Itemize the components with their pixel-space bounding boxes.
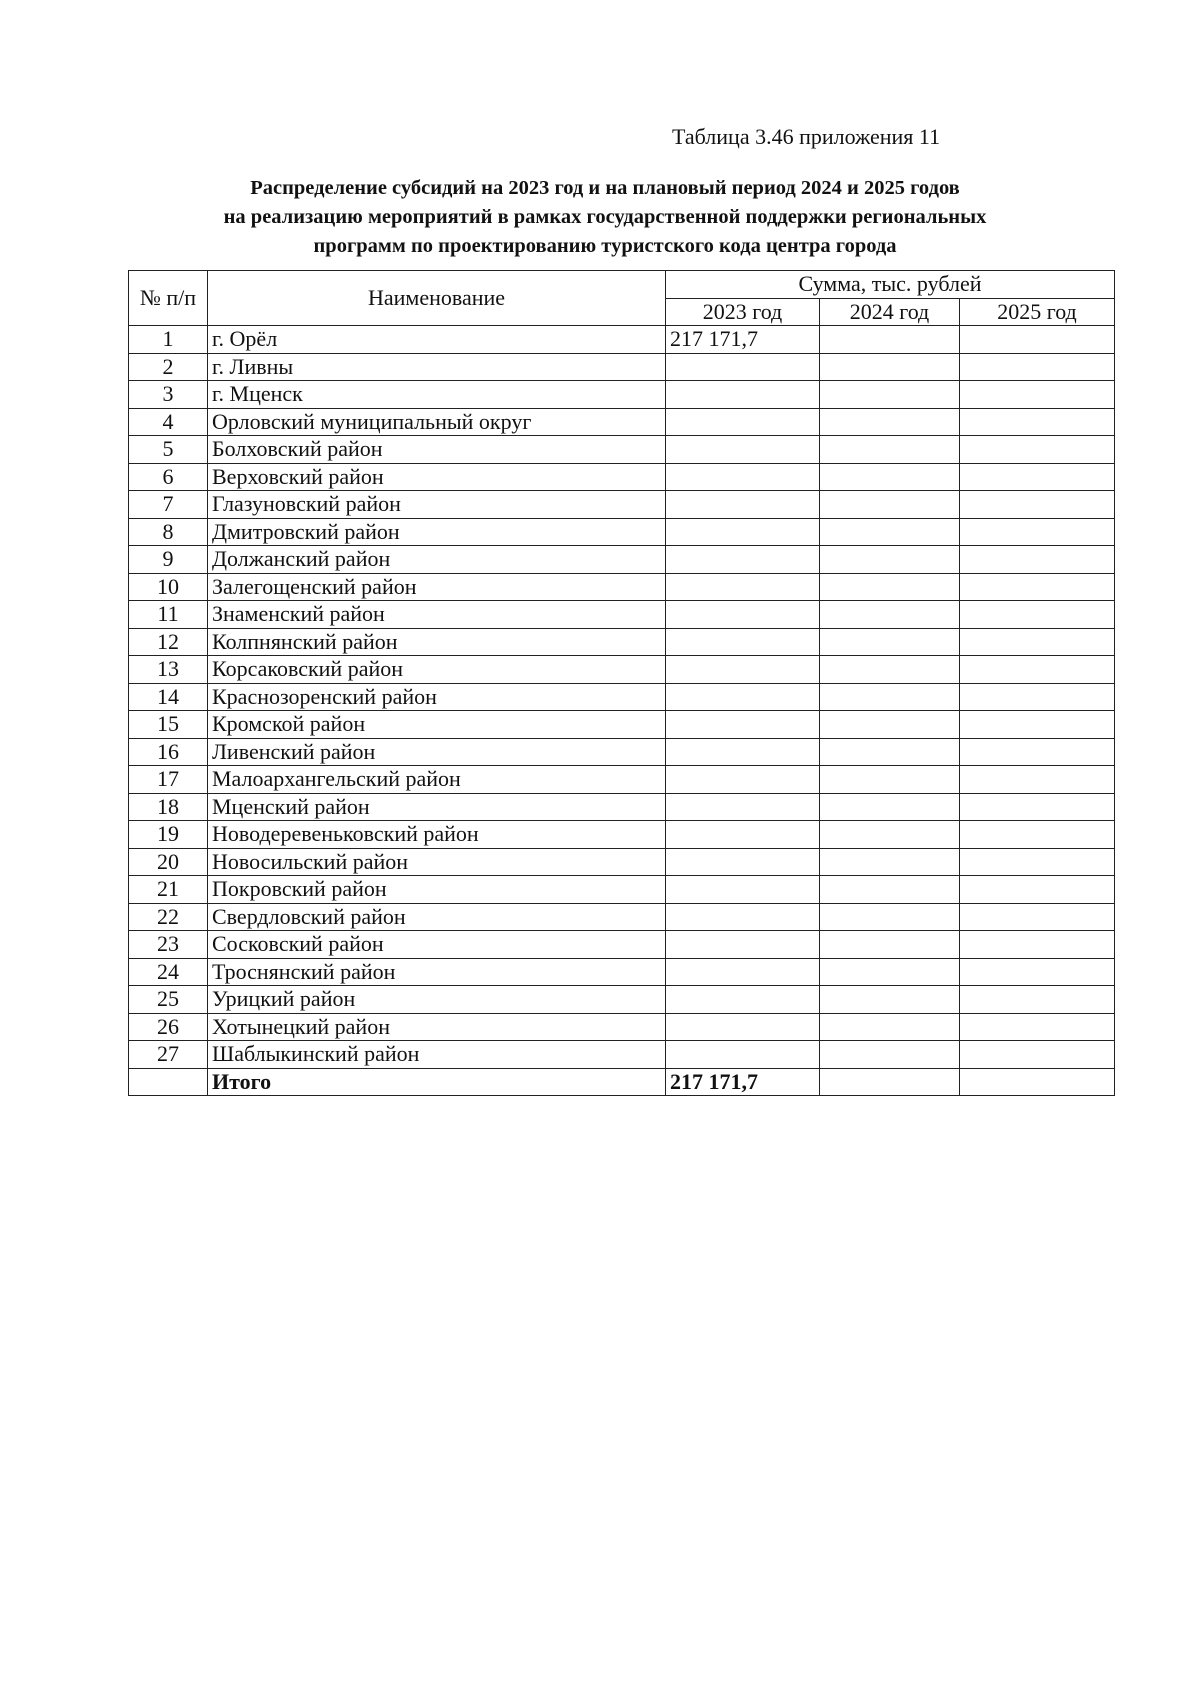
row-number: 19 (129, 821, 208, 849)
table-row (129, 821, 1115, 849)
row-value-2024 (820, 793, 960, 821)
row-value-2023 (666, 353, 820, 381)
row-name: Залегощенский район (208, 573, 666, 601)
table-row (129, 628, 1115, 656)
table-row (129, 656, 1115, 684)
table-row (129, 326, 1115, 354)
header-num: № п/п (129, 271, 208, 326)
row-value-2024 (820, 986, 960, 1014)
row-value-2023 (666, 381, 820, 409)
row-number: 2 (129, 353, 208, 381)
row-value-2023 (666, 848, 820, 876)
table-row (129, 408, 1115, 436)
row-value-2023 (666, 738, 820, 766)
header-year-2025: 2025 год (960, 298, 1115, 326)
title-line-1: Распределение субсидий на 2023 год и на плановый период 2024 и 2025 годов (250, 177, 960, 199)
row-name: Кромской район (208, 711, 666, 739)
row-value-2025 (960, 381, 1115, 409)
row-name: г. Мценск (208, 381, 666, 409)
row-value-2024 (820, 436, 960, 464)
row-value-2025 (960, 986, 1115, 1014)
table-row (129, 711, 1115, 739)
row-number: 15 (129, 711, 208, 739)
row-name: Дмитровский район (208, 518, 666, 546)
header-year-2023: 2023 год (666, 298, 820, 326)
row-value-2023 (666, 573, 820, 601)
row-value-2024 (820, 628, 960, 656)
row-value-2023 (666, 1041, 820, 1069)
row-value-2024 (820, 381, 960, 409)
row-value-2024 (820, 656, 960, 684)
table-row (129, 436, 1115, 464)
row-name: Краснозоренский район (208, 683, 666, 711)
row-value-2025 (960, 1013, 1115, 1041)
title-line-3: программ по проектированию туристского кода центра города (313, 235, 897, 257)
row-name: Болховский район (208, 436, 666, 464)
row-value-2023 (666, 546, 820, 574)
table-row (129, 1041, 1115, 1069)
row-number: 24 (129, 958, 208, 986)
row-value-2024 (820, 573, 960, 601)
row-name: Новосильский район (208, 848, 666, 876)
row-number: 7 (129, 491, 208, 519)
row-value-2025 (960, 876, 1115, 904)
row-value-2023 (666, 821, 820, 849)
table-row (129, 463, 1115, 491)
row-value-2025 (960, 1041, 1115, 1069)
table-row (129, 546, 1115, 574)
row-value-2025 (960, 683, 1115, 711)
row-value-2024 (820, 711, 960, 739)
row-value-2025 (960, 958, 1115, 986)
total-value-2023: 217 171,7 (666, 1068, 820, 1096)
row-value-2025 (960, 766, 1115, 794)
row-value-2023 (666, 986, 820, 1014)
row-value-2023 (666, 408, 820, 436)
row-value-2023 (666, 931, 820, 959)
row-number: 5 (129, 436, 208, 464)
row-name: Шаблыкинский район (208, 1041, 666, 1069)
row-value-2025 (960, 491, 1115, 519)
row-name: Знаменский район (208, 601, 666, 629)
row-value-2024 (820, 1041, 960, 1069)
row-value-2025 (960, 463, 1115, 491)
row-value-2024 (820, 518, 960, 546)
row-name: Сосковский район (208, 931, 666, 959)
row-number: 23 (129, 931, 208, 959)
row-value-2024 (820, 958, 960, 986)
table-row (129, 903, 1115, 931)
table-row (129, 518, 1115, 546)
row-value-2023 (666, 463, 820, 491)
row-number: 10 (129, 573, 208, 601)
row-value-2023 (666, 683, 820, 711)
row-number: 14 (129, 683, 208, 711)
row-value-2024 (820, 683, 960, 711)
table-row (129, 683, 1115, 711)
row-value-2023 (666, 958, 820, 986)
header-year-2024: 2024 год (820, 298, 960, 326)
row-value-2023 (666, 876, 820, 904)
row-value-2025 (960, 903, 1115, 931)
row-name: Свердловский район (208, 903, 666, 931)
table-reference: Таблица 3.46 приложения 11 (672, 124, 941, 149)
row-number: 21 (129, 876, 208, 904)
table-row (129, 958, 1115, 986)
row-value-2024 (820, 601, 960, 629)
row-number: 26 (129, 1013, 208, 1041)
row-value-2023 (666, 518, 820, 546)
row-name: Должанский район (208, 546, 666, 574)
row-value-2023 (666, 656, 820, 684)
row-name: Троснянский район (208, 958, 666, 986)
row-value-2023 (666, 628, 820, 656)
row-value-2024 (820, 903, 960, 931)
row-value-2024 (820, 491, 960, 519)
row-number: 4 (129, 408, 208, 436)
row-value-2025 (960, 738, 1115, 766)
row-number: 27 (129, 1041, 208, 1069)
row-value-2024 (820, 326, 960, 354)
header-name: Наименование (208, 271, 666, 326)
row-value-2024 (820, 353, 960, 381)
row-name: Ливенский район (208, 738, 666, 766)
row-number: 17 (129, 766, 208, 794)
row-value-2024 (820, 1013, 960, 1041)
row-number: 8 (129, 518, 208, 546)
row-value-2024 (820, 821, 960, 849)
row-value-2023 (666, 766, 820, 794)
row-value-2023 (666, 1013, 820, 1041)
row-number: 9 (129, 546, 208, 574)
row-number: 13 (129, 656, 208, 684)
table-row (129, 986, 1115, 1014)
row-value-2023: 217 171,7 (666, 326, 820, 354)
row-name: Покровский район (208, 876, 666, 904)
row-value-2023 (666, 601, 820, 629)
title-line-2: на реализацию мероприятий в рамках государственной поддержки региональных (223, 206, 987, 228)
table-row (129, 876, 1115, 904)
row-value-2023 (666, 436, 820, 464)
table-row (129, 1013, 1115, 1041)
row-name: г. Ливны (208, 353, 666, 381)
row-value-2024 (820, 408, 960, 436)
row-number: 3 (129, 381, 208, 409)
row-value-2024 (820, 738, 960, 766)
row-value-2024 (820, 848, 960, 876)
row-value-2025 (960, 601, 1115, 629)
row-name: Глазуновский район (208, 491, 666, 519)
row-name: Малоархангельский район (208, 766, 666, 794)
document-title (130, 174, 1080, 261)
total-row (129, 1068, 1115, 1096)
table-row (129, 601, 1115, 629)
row-value-2025 (960, 793, 1115, 821)
table-row (129, 931, 1115, 959)
row-number: 18 (129, 793, 208, 821)
row-number: 11 (129, 601, 208, 629)
row-value-2025 (960, 848, 1115, 876)
row-name: Колпнянский район (208, 628, 666, 656)
row-name: Верховский район (208, 463, 666, 491)
row-value-2025 (960, 931, 1115, 959)
row-number: 6 (129, 463, 208, 491)
table-row (129, 353, 1115, 381)
row-value-2024 (820, 463, 960, 491)
row-value-2025 (960, 326, 1115, 354)
subsidy-table (128, 270, 1115, 1096)
table-row (129, 573, 1115, 601)
row-value-2025 (960, 573, 1115, 601)
row-name: Новодеревеньковский район (208, 821, 666, 849)
table-row (129, 738, 1115, 766)
row-value-2023 (666, 491, 820, 519)
row-number: 16 (129, 738, 208, 766)
row-value-2025 (960, 628, 1115, 656)
table-row (129, 793, 1115, 821)
row-value-2025 (960, 408, 1115, 436)
total-label: Итого (208, 1068, 666, 1096)
row-value-2024 (820, 766, 960, 794)
row-number: 12 (129, 628, 208, 656)
header-sum: Сумма, тыс. рублей (666, 271, 1115, 299)
row-name: г. Орёл (208, 326, 666, 354)
row-value-2025 (960, 546, 1115, 574)
row-value-2024 (820, 931, 960, 959)
table-row (129, 491, 1115, 519)
total-value-2025 (960, 1068, 1115, 1096)
row-value-2024 (820, 546, 960, 574)
total-value-2024 (820, 1068, 960, 1096)
table-body (129, 326, 1115, 1096)
row-value-2025 (960, 821, 1115, 849)
row-value-2024 (820, 876, 960, 904)
total-number-cell (129, 1068, 208, 1096)
row-name: Урицкий район (208, 986, 666, 1014)
row-value-2025 (960, 656, 1115, 684)
row-name: Корсаковский район (208, 656, 666, 684)
row-number: 1 (129, 326, 208, 354)
row-value-2023 (666, 711, 820, 739)
row-number: 20 (129, 848, 208, 876)
row-name: Хотынецкий район (208, 1013, 666, 1041)
row-number: 25 (129, 986, 208, 1014)
row-value-2023 (666, 903, 820, 931)
table-row (129, 381, 1115, 409)
row-number: 22 (129, 903, 208, 931)
row-value-2025 (960, 353, 1115, 381)
row-value-2023 (666, 793, 820, 821)
table-row (129, 766, 1115, 794)
row-name: Мценский район (208, 793, 666, 821)
row-value-2025 (960, 518, 1115, 546)
row-name: Орловский муниципальный округ (208, 408, 666, 436)
table-row (129, 848, 1115, 876)
row-value-2025 (960, 436, 1115, 464)
row-value-2025 (960, 711, 1115, 739)
